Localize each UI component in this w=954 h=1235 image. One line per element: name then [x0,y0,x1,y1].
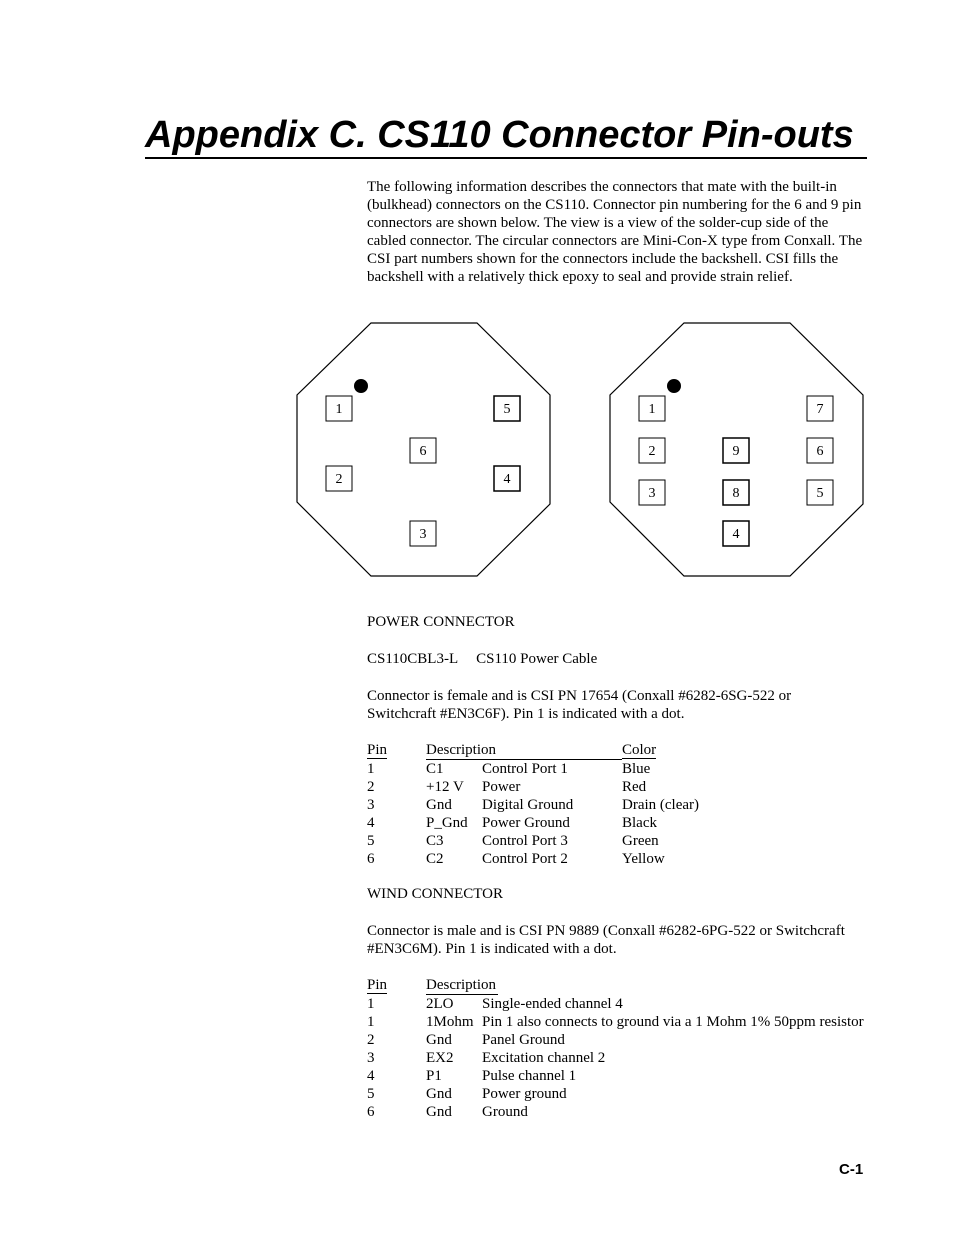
svg-text:8: 8 [732,486,740,501]
table-row: 3 Gnd Digital Ground Drain (clear) [367,797,700,813]
power-pin-box [494,396,520,421]
svg-text:1: 1 [648,402,656,417]
table-row: 6 Gnd Ground [367,1104,528,1120]
wind-pin-box [639,396,665,421]
pin1-indicator-dot [667,379,681,393]
pin-column-header: Pin [367,742,388,758]
svg-text:2: 2 [648,444,656,459]
wind-pinout-table [367,976,864,1121]
power-cable-part-number: CS110CBL3-L [367,651,459,667]
wind-connector-diagram [608,320,868,580]
table-row: 1 1Mohm Pin 1 also connects to ground via a 1 Mohm 1% 50ppm resistor [367,1014,864,1030]
power-pin-box [494,466,520,491]
svg-text:1: 1 [335,402,343,417]
svg-text:6: 6 [816,444,824,459]
description-column-header: Description [426,742,622,760]
power-cable-line [367,650,597,668]
power-connector-heading: POWER CONNECTOR [367,614,515,630]
wind-pin-box [639,438,665,463]
description-column-header: Description [426,977,498,995]
svg-text:9: 9 [732,444,740,459]
pin1-indicator-dot [354,379,368,393]
table-row: 1 C1 Control Port 1 Blue [367,761,651,777]
page-title: Appendix C. CS110 Connector Pin-outs [145,114,854,156]
power-connector-note: Connector is female and is CSI PN 17654 (Conxall #6282-6SG-522 or Switchcraft #EN3C6F). Pin 1 is indicated with a dot. [367,688,792,722]
svg-text:2: 2 [335,472,343,487]
power-pin-box [410,438,436,463]
wind-pin-box [723,438,749,463]
wind-connector-note: Connector is male and is CSI PN 9889 (Conxall #6282-6PG-522 or Switchcraft #EN3C6M). Pin 1 is indicated with a dot. [367,923,845,957]
color-column-header: Color [622,742,657,758]
table-row: 5 Gnd Power ground [367,1086,567,1102]
page-number: C-1 [839,1161,864,1178]
svg-text:6: 6 [419,444,427,459]
svg-text:3: 3 [648,486,656,501]
wind-pin-box [723,480,749,505]
wind-pin-box [807,396,833,421]
table-row: 6 C2 Control Port 2 Yellow [367,851,665,867]
table-row: 3 EX2 Excitation channel 2 [367,1050,606,1066]
wind-pin-box [807,480,833,505]
svg-text:5: 5 [816,486,824,501]
power-connector-diagram [295,320,555,580]
power-pin-box [410,521,436,546]
svg-text:7: 7 [816,402,824,417]
table-row: 4 P_Gnd Power Ground Black [367,815,657,831]
table-row: 5 C3 Control Port 3 Green [367,833,659,849]
intro-paragraph: The following information describes the connectors that mate with the built-in (bulkhead) connectors on the CS110. Connector pin numbering for the 6 and 9 pin connectors are shown below. The view is a view of the solder-cup side of the cabled connector. The circular connectors are Mini-Con-X type from Conxall. The CSI part numbers shown for the connectors include the backshell. CSI fills the backshell with a relatively thick epoxy to seal and provide strain relief. [367,179,863,285]
table-row: 4 P1 Pulse channel 1 [367,1068,577,1084]
svg-text:4: 4 [732,527,740,542]
power-cable-description: CS110 Power Cable [476,651,598,667]
wind-pin-box [723,521,749,546]
wind-pin-box [807,438,833,463]
table-row: 1 2LO Single-ended channel 4 [367,996,623,1012]
wind-connector-heading: WIND CONNECTOR [367,886,503,902]
wind-pin-box [639,480,665,505]
table-row: 2 +12 V Power Red [367,779,647,795]
table-header-row [367,741,699,760]
title-rule [145,157,867,159]
table-header-row [367,976,864,995]
power-pin-box [326,466,352,491]
pin-column-header: Pin [367,977,388,993]
svg-text:5: 5 [503,402,511,417]
svg-text:3: 3 [419,527,427,542]
svg-text:4: 4 [503,472,511,487]
power-pin-box [326,396,352,421]
table-row: 2 Gnd Panel Ground [367,1032,565,1048]
power-pinout-table [367,741,699,868]
